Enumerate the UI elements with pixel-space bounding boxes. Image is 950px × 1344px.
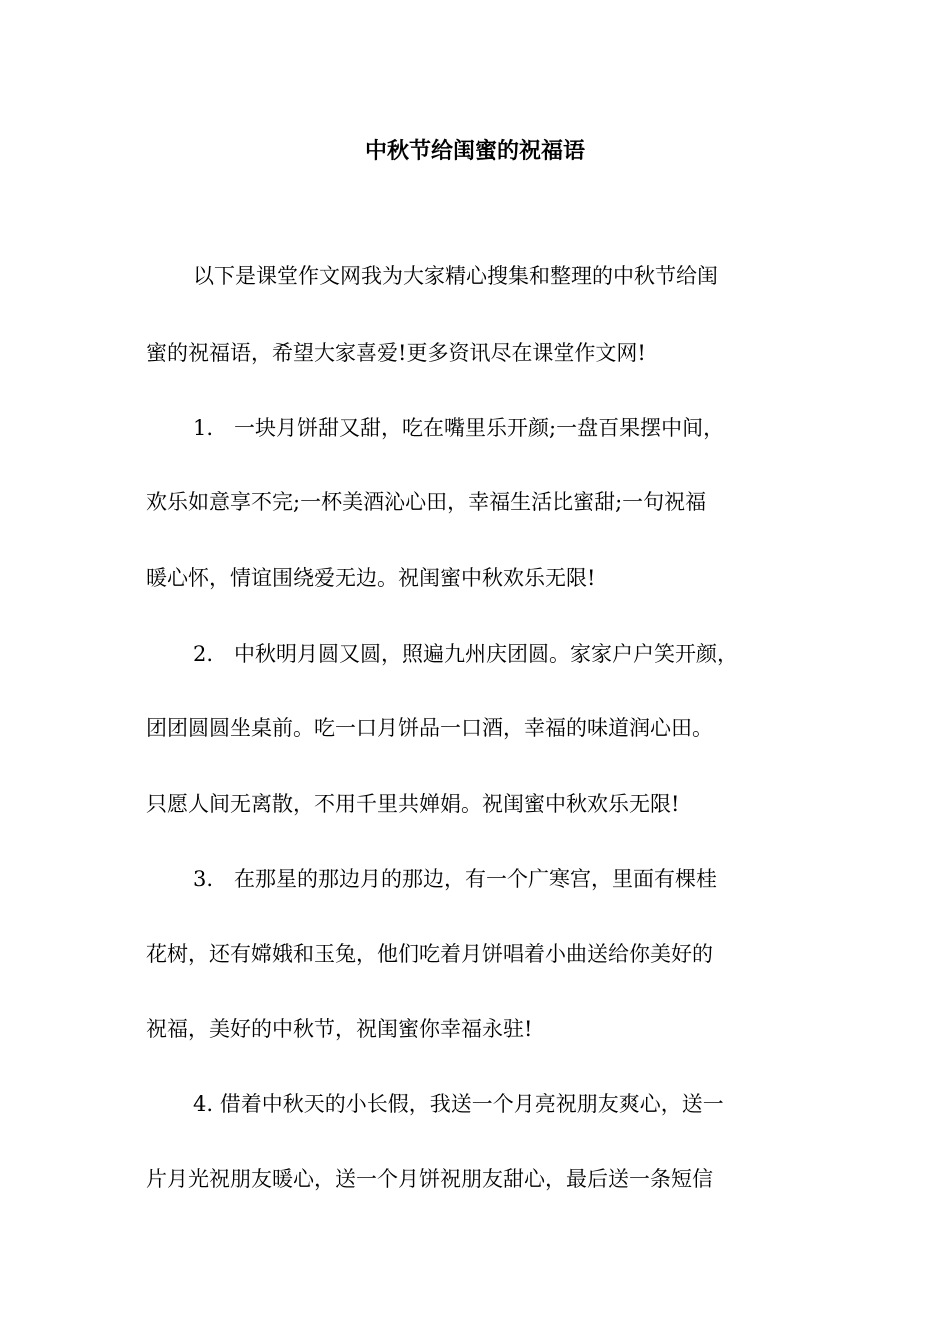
paragraph-line: 1. 一块月饼甜又甜，吃在嘴里乐开颜;一盘百果摆中间， [193, 416, 725, 440]
paragraph-line: 祝福，美好的中秋节，祝闺蜜你幸福永驻! [146, 1017, 533, 1041]
paragraph-line: 4. 借着中秋天的小长假，我送一个月亮祝朋友爽心，送一 [193, 1092, 724, 1116]
paragraph-line: 2. 中秋明月圆又圆，照遍九州庆团圆。家家户户笑开颜， [193, 642, 739, 666]
paragraph-line: 暖心怀，情谊围绕爱无边。祝闺蜜中秋欢乐无限! [146, 566, 596, 590]
paragraph-line: 欢乐如意享不完;一杯美酒沁心田，幸福生活比蜜甜;一句祝福 [146, 490, 707, 514]
paragraph-line: 3. 在那星的那边月的那边，有一个广寒宫，里面有棵桂 [193, 867, 718, 891]
paragraph-line: 片月光祝朋友暖心，送一个月饼祝朋友甜心，最后送一条短信 [146, 1167, 713, 1191]
paragraph-line: 以下是课堂作文网我为大家精心搜集和整理的中秋节给闺 [193, 264, 718, 288]
paragraph-line: 花树，还有嫦娥和玉兔，他们吃着月饼唱着小曲送给你美好的 [146, 942, 713, 966]
paragraph-line: 只愿人间无离散，不用千里共婵娟。祝闺蜜中秋欢乐无限! [146, 792, 680, 816]
paragraph-line: 蜜的祝福语，希望大家喜爱!更多资讯尽在课堂作文网! [146, 341, 646, 365]
paragraph-line: 团团圆圆坐桌前。吃一口月饼品一口酒，幸福的味道润心田。 [146, 716, 713, 740]
document-title: 中秋节给闺蜜的祝福语 [364, 139, 585, 164]
